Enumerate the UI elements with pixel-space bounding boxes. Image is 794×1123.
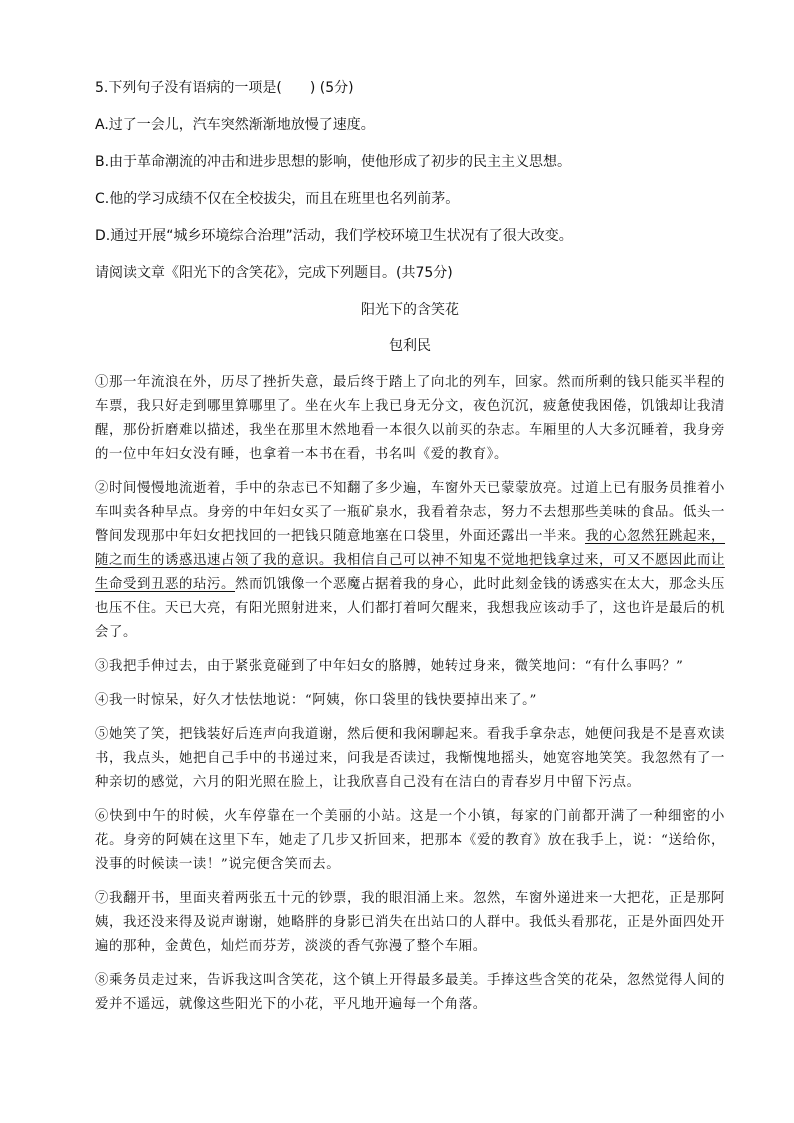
option-a: A.过了一会儿，汽车突然渐渐地放慢了速度。 — [95, 117, 375, 133]
paragraph-2 — [95, 477, 725, 645]
option-b: B.由于革命潮流的冲击和进步思想的影响，使他形成了初步的民主主义思想。 — [95, 154, 572, 170]
option-d: D.通过开展“城乡环境综合治理”活动，我们学校环境卫生状况有了很大改变。 — [95, 228, 573, 244]
question-stem-text: 5.下列句子没有语病的一项是( — [95, 80, 282, 96]
question-5-stem — [95, 78, 725, 98]
paragraph-5: ⑤她笑了笑，把钱装好后连声向我道谢，然后便和我闲聊起来。看我手拿杂志，她便问我是不是喜欢读书，我点头，她把自己手中的书递过来，问我是否读过，我惭愧地摇头，她宽容地笑笑。我忽然有了一种亲切的感觉，六月的阳光照在脸上，让我欣喜自己没有在洁白的青春岁月中留下污点。 — [95, 727, 725, 790]
underlined-sentence: 我的心忽然狂跳起来，随之而生的诱惑迅速占领了我的意识。我相信自己可以神不知鬼不觉地把钱拿过来，可又不愿因此而让生命受到丑恶的玷污。 — [95, 529, 726, 592]
article-author: 包利民 — [389, 338, 431, 354]
question-score-text: ) (5分) — [309, 80, 354, 96]
article-title: 阳光下的含笑花 — [361, 302, 459, 318]
option-c: C.他的学习成绩不仅在全校拔尖，而且在班里也名列前茅。 — [95, 191, 460, 207]
paragraph-2-part-b: 然而饥饿像一个恶魔占据着我的身心，此时此刻金钱的诱惑实在太大，那念头压也压不住。天已大亮，有阳光照射进来，人们都打着呵欠醒来，我想我应该动手了，这也许是最后的机会了。 — [95, 577, 726, 640]
paragraph-4: ④我一时惊呆，好久才怯怯地说：“阿姨，你口袋里的钱快要掉出来了。” — [95, 693, 537, 708]
paragraph-1: ①那一年流浪在外，历尽了挫折失意，最后终于踏上了向北的列车，回家。然而所剩的钱只能买半程的车票，我只好走到哪里算哪里了。坐在火车上我已身无分文，夜色沉沉，疲惫使我困倦，饥饿却让我清醒，那份折磨难以描述，我坐在那里木然地看一本很久以前买的杂志。车厢里的人大多沉睡着，我身旁的一位中年妇女没有睡，也拿着一本书在看，书名叫《爱的教育》。 — [95, 375, 725, 462]
paragraph-7: ⑦我翻开书，里面夹着两张五十元的钞票，我的眼泪涌上来。忽然，车窗外递进来一大把花，正是那阿姨，我还没来得及说声谢谢，她略胖的身影已消失在出站口的人群中。我低头看那花，正是外面四处开遍的那种，金黄色，灿烂而芬芳，淡淡的香气弥漫了整个车厢。 — [95, 891, 725, 954]
paragraph-8: ⑧乘务员走过来，告诉我这叫含笑花，这个镇上开得最多最美。手捧这些含笑的花朵，忽然觉得人间的爱并不遥远，就像这些阳光下的小花，平凡地开遍每一个角落。 — [95, 973, 725, 1012]
exam-page — [95, 78, 725, 1027]
paragraph-3: ③我把手伸过去，由于紧张竟碰到了中年妇女的胳膊，她转过身来，微笑地问：“有什么事吗？” — [95, 659, 684, 674]
paragraph-6: ⑥快到中午的时候，火车停靠在一个美丽的小站。这是一个小镇，每家的门前都开满了一种细密的小花。身旁的阿姨在这里下车，她走了几步又折回来，把那本《爱的教育》放在我手上，说：“送给你，没事的时候读一读！”说完便含笑而去。 — [95, 809, 725, 872]
paragraph-2-part-a: ②时间慢慢地流逝着，手中的杂志已不知翻了多少遍，车窗外天已蒙蒙放亮。过道上已有服务员推着小车叫卖各种早点。身旁的中年妇女买了一瓶矿泉水，我看着杂志，努力不去想那些美味的食品。低头一瞥间发现那中年妇女把找回的一把钱只随意地塞在口袋里，外面还露出一半来。 — [95, 481, 725, 544]
reading-instruction: 请阅读文章《阳光下的含笑花》，完成下列题目。(共75分) — [95, 265, 453, 281]
